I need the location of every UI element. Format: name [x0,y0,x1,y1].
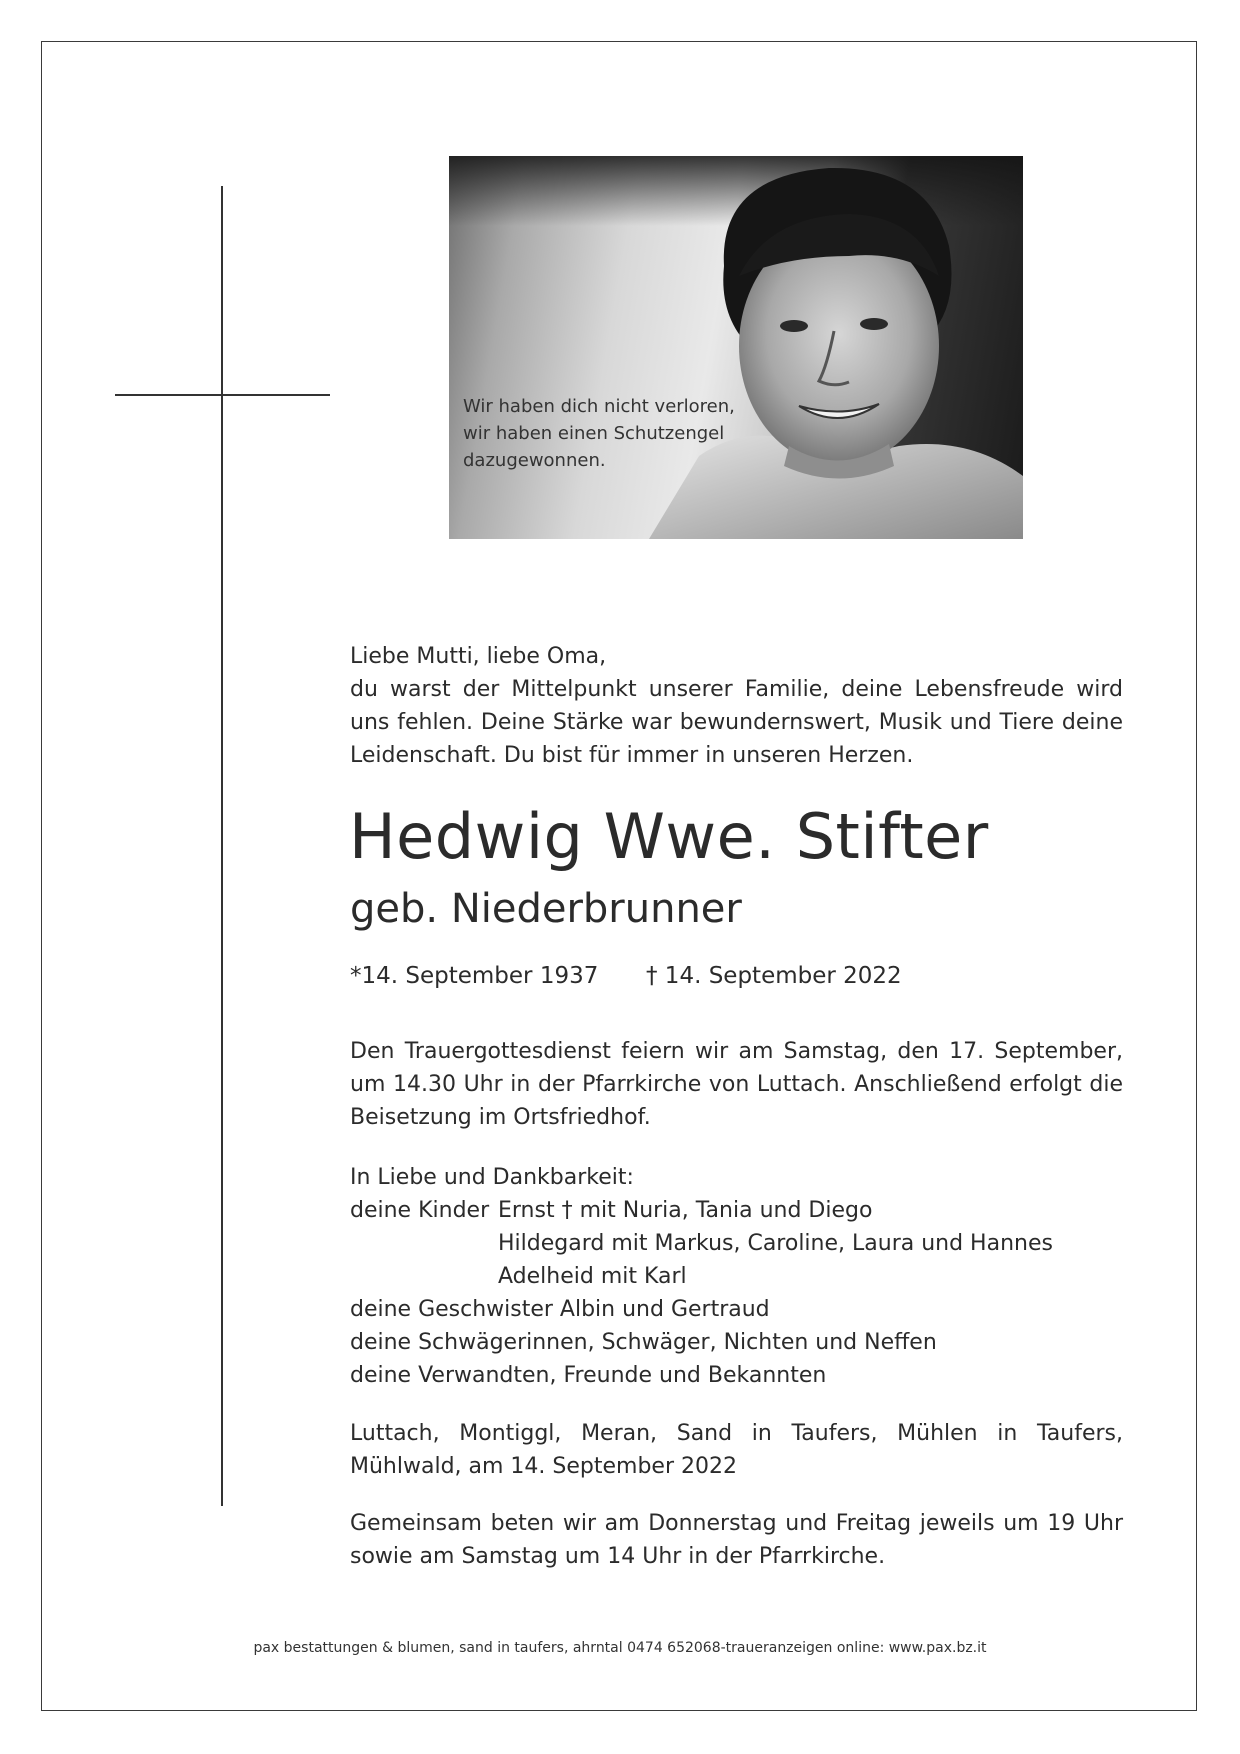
child-entry: Hildegard mit Markus, Caroline, Laura und Hannes [498,1231,1053,1256]
portrait-photo [449,156,1023,539]
deceased-name: Hedwig Wwe. Stifter [349,800,989,873]
cross-horizontal-bar [115,394,330,396]
caption-line: dazugewonnen. [463,450,606,471]
portrait-figure [449,156,1023,539]
family-heading: In Liebe und Dankbarkeit: [350,1165,634,1190]
child-entry: Ernst † mit Nuria, Tania und Diego [498,1198,873,1223]
family-entry: deine Geschwister Albin und Gertraud [350,1297,770,1322]
cross-vertical-bar [221,186,223,1506]
maiden-name: geb. Niederbrunner [350,886,742,932]
caption-line: Wir haben dich nicht verloren, [463,396,735,417]
death-date: † 14. September 2022 [646,963,902,989]
children-label: deine Kinder [350,1198,490,1223]
family-entry: deine Schwägerinnen, Schwäger, Nichten und Neffen [350,1330,937,1355]
prayer-text: Gemeinsam beten wir am Donnerstag und Freitag jeweils um 19 Uhr sowie am Samstag um 14 Uhr in der Pfarrkirche. [350,1511,1123,1569]
service-text: Den Trauergottesdienst feiern wir am Samstag, den 17. September, um 14.30 Uhr in der Pfarrkirche von Luttach. Anschließend erfolgt die Beisetzung im Ortsfriedhof. [350,1039,1123,1130]
intro-greeting: Liebe Mutti, liebe Oma, [350,644,607,669]
place-date-text: Luttach, Montiggl, Meran, Sand in Taufers, Mühlen in Taufers, Mühlwald, am 14. September 2022 [350,1421,1123,1479]
intro-text: du warst der Mittelpunkt unserer Familie, deine Lebensfreude wird uns fehlen. Deine Stärke war bewundernswert, Musik und Tiere deine Leidenschaft. Du bist für immer in unseren Herzen. [350,677,1123,768]
family-entry: deine Verwandten, Freunde und Bekannten [350,1363,827,1388]
child-entry: Adelheid mit Karl [498,1264,687,1289]
caption-line: wir haben einen Schutzengel [463,423,725,444]
footer-text: pax bestattungen & blumen, sand in taufers, ahrntal 0474 652068-traueranzeigen online: www.pax.bz.it [253,1640,987,1656]
birth-date: *14. September 1937 [350,963,599,989]
children-row [350,1194,1123,1227]
family-block [350,1161,1123,1392]
photo-caption [463,393,783,474]
intro-block [350,640,1123,772]
life-dates [350,963,902,989]
